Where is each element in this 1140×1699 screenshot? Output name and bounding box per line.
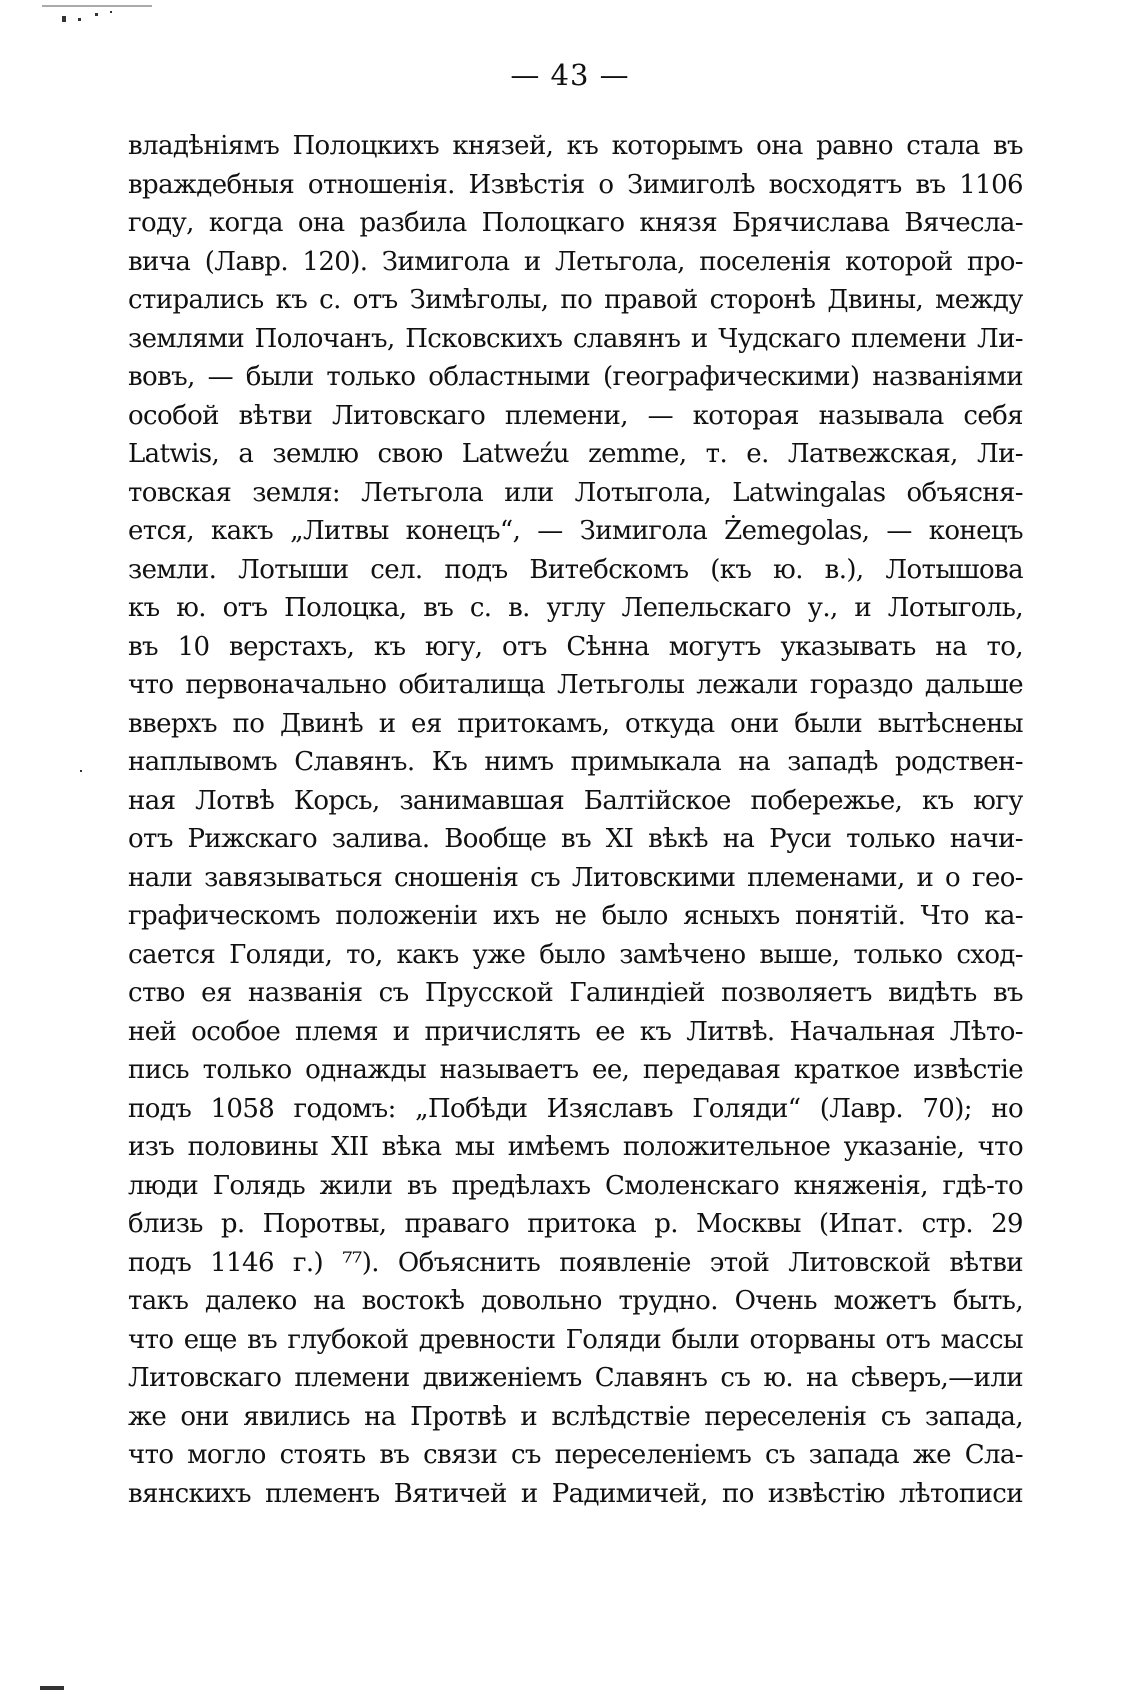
text-line: Latwis, а землю свою Latweźu zemme, т. е. Латвежская, Ли-: [128, 439, 1023, 469]
text-line: же они явились на Протвѣ и вслѣдствіе переселенія съ запада,: [128, 1401, 1023, 1432]
text-line: что еще въ глубокой древности Голяди были оторваны отъ массы: [128, 1324, 1023, 1355]
scan-artifact: [40, 1686, 64, 1690]
scan-artifact: [80, 770, 82, 772]
text-line: ство ея названія съ Прусской Галиндіей позволяетъ видѣть въ: [128, 978, 1023, 1008]
text-line: вовъ, — были только областными (географическими) названіями: [128, 362, 1023, 392]
text-line: такъ далеко на востокѣ довольно трудно. Очень можетъ быть,: [128, 1286, 1023, 1316]
text-line: вича (Лавр. 120). Зимигола и Летьгола, поселенія которой про-: [128, 246, 1023, 277]
text-line: сается Голяди, то, какъ уже было замѣчено выше, только сход-: [128, 939, 1023, 970]
text-line: что могло стоять въ связи съ переселеніемъ съ запада же Сла-: [128, 1440, 1023, 1470]
text-line: землями Полочанъ, Псковскихъ славянъ и Чудскаго племени Ли-: [128, 323, 1023, 354]
text-line: наплывомъ Славянъ. Къ нимъ примыкала на западѣ родствен-: [128, 747, 1023, 777]
text-line: ней особое племя и причислять ее къ Литвѣ. Начальная Лѣто-: [128, 1016, 1023, 1047]
text-line: отъ Рижскаго залива. Вообще въ XI вѣкѣ на Руси только начи-: [128, 824, 1023, 854]
page-number: — 43 —: [510, 58, 630, 92]
text-line: владѣніямъ Полоцкихъ князей, къ которымъ она равно стала въ: [128, 131, 1023, 161]
text-line: вверхъ по Двинѣ и ея притокамъ, откуда они были вытѣснены: [128, 708, 1023, 739]
text-line: подъ 1058 годомъ: „Побѣди Изяславъ Голяди“ (Лавр. 70); но: [128, 1093, 1023, 1124]
text-line: въ 10 верстахъ, къ югу, отъ Сѣнна могутъ указывать на то,: [128, 631, 1023, 662]
body-text: [128, 127, 1023, 1513]
text-line: ная Лотвѣ Корсь, занимавшая Балтійское побережье, къ югу: [128, 785, 1023, 816]
text-line: году, когда она разбила Полоцкаго князя Брячислава Вячесла-: [128, 208, 1023, 238]
text-line: близь р. Поротвы, праваго притока р. Москвы (Ипат. стр. 29: [128, 1209, 1023, 1239]
text-line: ется, какъ „Литвы конецъ“, — Зимигола Żemegolas, — конецъ: [128, 516, 1023, 546]
text-line: вянскихъ племенъ Вятичей и Радимичей, по извѣстію лѣтописи: [128, 1478, 1023, 1509]
scan-artifact: [95, 13, 98, 16]
text-line: Литовскаго племени движеніемъ Славянъ съ ю. на сѣверъ,—или: [128, 1363, 1023, 1393]
text-line: товская земля: Летьгола или Лотыгола, Latwingalas объясня-: [128, 477, 1023, 508]
scan-artifact: [62, 16, 66, 22]
text-line: подъ 1146 г.) ⁷⁷). Объяснить появленіе этой Литовской вѣтви: [128, 1247, 1023, 1278]
text-line: изъ половины XII вѣка мы имѣемъ положительное указаніе, что: [128, 1132, 1023, 1162]
scan-artifact: [78, 18, 81, 21]
text-line: люди Голядь жили въ предѣлахъ Смоленскаго княженія, гдѣ-то: [128, 1170, 1023, 1201]
text-line: къ ю. отъ Полоцка, въ с. в. углу Лепельскаго у., и Лотыголь,: [128, 593, 1023, 623]
text-line: враждебныя отношенія. Извѣстія о Зимиголѣ восходятъ въ 1106: [128, 169, 1023, 200]
scan-artifact: [110, 11, 112, 13]
text-line: особой вѣтви Литовскаго племени, — которая называла себя: [128, 400, 1023, 431]
text-line: пись только однажды называетъ ее, передавая краткое извѣстіе: [128, 1055, 1023, 1085]
text-line: нали завязываться сношенія съ Литовскими племенами, и о гео-: [128, 862, 1023, 893]
text-line: что первоначально обиталища Летьголы лежали гораздо дальше: [128, 670, 1023, 700]
text-line: графическомъ положеніи ихъ не было ясныхъ понятій. Что ка-: [128, 901, 1023, 931]
text-line: стирались къ с. отъ Зимѣголы, по правой сторонѣ Двины, между: [128, 285, 1023, 315]
text-line: земли. Лотыши сел. подъ Витебскомъ (къ ю. в.), Лотышова: [128, 554, 1023, 585]
scan-artifact: [42, 5, 152, 7]
